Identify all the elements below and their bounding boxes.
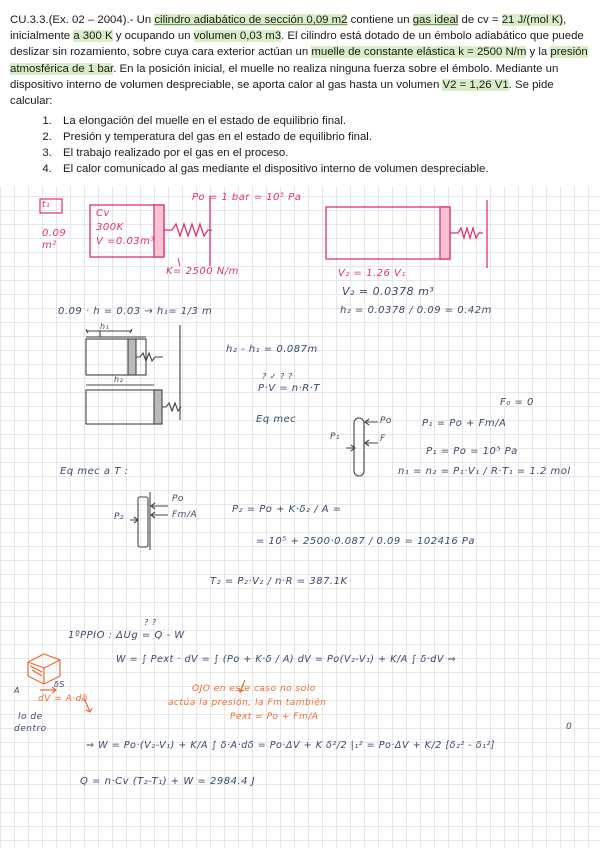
t2-equation: T₂ = P₂·V₂ / n·R = 387.1K <box>210 576 348 587</box>
f0-label: F₀ = 0 <box>500 397 534 408</box>
v2-ratio-label: V₂ = 1.26 V₁ <box>338 268 406 279</box>
ojo-note-1: OJO en este caso no solo <box>192 684 316 694</box>
ds-label: δS <box>54 680 65 689</box>
h1-equation: 0.09 · h = 0.03 → h₁= 1/3 m <box>58 306 213 317</box>
cv-label: Cv <box>96 208 110 219</box>
text-run: contiene un <box>347 14 413 26</box>
height-diff: h₂ - h₁ = 0.087m <box>226 344 318 355</box>
cylinder-h1 <box>86 325 180 420</box>
question-2: 2. Presión y temperatura del gas en el estado de equilibrio final. <box>55 130 590 146</box>
cylinder-state-2 <box>326 200 487 268</box>
moles-equation: n₁ = n₂ = P₁·V₁ / R·T₁ = 1.2 mol <box>398 466 571 477</box>
work-result: ⇒ W = Po·(V₂-V₁) + K/A ∫ δ·A·dδ = Po·ΔV + K δ²/2 |₁² = Po·ΔV + K/2 [δ₂² - δ₁²] <box>86 740 496 751</box>
ojo-note-2: actúa la presión, la Fm también <box>168 698 327 708</box>
heat-equation: Q = n·Cv (T₂-T₁) + W = 2984.4 J <box>80 776 256 787</box>
dv-note: dV = A·dδ <box>38 694 88 704</box>
cylinder-h2 <box>86 385 181 424</box>
first-law-marks: ? ? <box>144 618 157 627</box>
k-label: K= 2500 N/m <box>166 266 239 277</box>
inside-note-1: lo de <box>18 712 43 722</box>
p1-equation: P₁ = Po + Fm/A <box>422 418 507 429</box>
volume-label: V =0.03m³ <box>96 236 155 247</box>
h2-label: h₂ <box>114 375 124 384</box>
v2-value: V₂ = 0.0378 m³ <box>342 285 435 298</box>
zero-mark: 0 <box>566 722 573 732</box>
p2-value: = 10⁵ + 2500·0.087 / 0.09 = 102416 Pa <box>256 536 476 547</box>
highlight-gas: gas ideal <box>412 14 459 26</box>
highlight-temperature: a 300 K <box>73 30 113 43</box>
po-force-label: Po <box>380 416 392 426</box>
h2-equation: h₂ = 0.0378 / 0.09 = 0.42m <box>340 305 492 316</box>
question-1: 1. La elongación del muelle en el estado de equilibrio final. <box>55 114 590 130</box>
highlight-section: cilindro adiabático de sección 0,09 m2 <box>154 14 348 26</box>
eq-mec-t2-label: Eq mec a T : <box>60 466 129 477</box>
highlight-cv: 21 J/(mol K) <box>501 14 564 26</box>
h1-label: h₁ <box>100 322 110 331</box>
pvnrt-marks: ? ✓ ? ? <box>262 372 293 381</box>
temp-300-label: 300K <box>96 222 124 233</box>
text-run: , inicialmente <box>10 14 567 43</box>
eq-mec-label: Eq mec <box>256 414 297 425</box>
t1-label: t₁ <box>42 200 51 210</box>
free-body-2 <box>130 492 168 550</box>
text-run: y la <box>526 46 551 59</box>
text-run: . El cilindro está dotado de un émbolo adiabático que puede deslizar sin rozamiento, sobre cuya cara exterior actúan un <box>10 30 584 59</box>
text-run: y ocupando un <box>112 30 194 43</box>
p1-value: P₁ = Po = 10⁵ Pa <box>426 446 518 457</box>
p2-force-label: P₂ <box>114 512 125 522</box>
highlight-volume: volumen 0,03 m3 <box>193 30 282 43</box>
highlight-v2: V2 = 1,26 V1 <box>442 78 509 91</box>
f-force-label: F <box>380 434 386 444</box>
highlight-spring: muelle de constante elástica k = 2500 N/m <box>311 46 527 59</box>
area-label: 0.09 m² <box>42 228 67 251</box>
highlight-pressure: presión atmosférica de 1 bar <box>10 46 588 75</box>
text-run: . Se pide calcular: <box>10 78 554 108</box>
text-run: CU.3.3.(Ex. 02 – 2004).- Un <box>10 14 155 26</box>
first-law: 1ºPPIO : ΔUg = Q - W <box>68 630 185 641</box>
p2-equation: P₂ = Po + K·δ₂ / A = <box>232 504 342 515</box>
po-top-label: Po = 1 bar = 10⁵ Pa <box>192 192 302 203</box>
p1-force-label: P₁ <box>330 432 341 442</box>
fm-a-label: Fm/A <box>172 510 198 520</box>
question-4: 4. El calor comunicado al gas mediante el dispositivo interno de volumen despreciable. <box>55 162 590 178</box>
text-run: de cv = <box>458 14 502 26</box>
po2-force-label: Po <box>172 494 184 504</box>
question-3: 3. El trabajo realizado por el gas en el proceso. <box>55 146 590 162</box>
ideal-gas-law: P·V = n·R·T <box>258 383 321 394</box>
inside-note-2: dentro <box>14 724 47 734</box>
a-label: A <box>14 686 20 695</box>
free-body-1 <box>346 418 378 476</box>
pext-note: Pext = Po + Fm/A <box>230 712 319 722</box>
work-integral: W = ∫ Pext · dV = ∫ (Po + K·δ / A) dV = Po(V₂-V₁) + K/A ∫ δ·dV ⇒ <box>116 654 457 665</box>
text-run: . En la posición inicial, el muelle no realiza ninguna fuerza sobre el émbolo. Mediante un dispositivo interno de volumen despreciable, se aporta calor al gas hasta un volumen <box>10 62 559 91</box>
